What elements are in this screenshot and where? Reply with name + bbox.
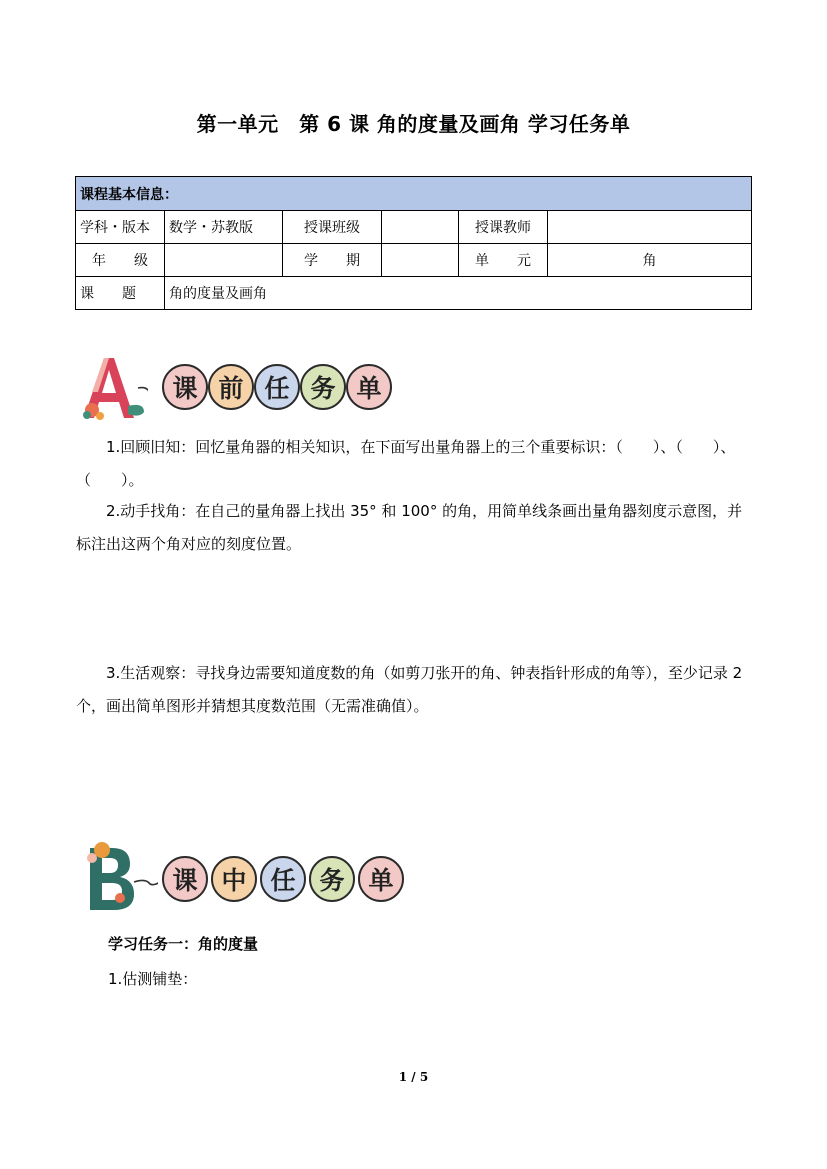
table-cell: 年 级 [76,244,165,277]
table-cell: 角 [548,244,752,277]
banner-char-circle: 务 [300,364,346,410]
table-cell: 角的度量及画角 [165,277,752,310]
table-row [76,277,752,310]
page-number: 1 / 5 [398,1070,429,1084]
banner-char-circle: 单 [346,364,392,410]
banner-char-circle: 课 [162,364,208,410]
banner-char-circle: 单 [358,856,404,902]
pre-task-item-2: 2.动手找角：在自己的量角器上找出 35° 和 100° 的角，用简单线条画出量角器刻度示意图，并标注出这两个角对应的刻度位置。 [76,502,743,553]
banner-char-circle: 任 [254,364,300,410]
section-a-banner [78,352,408,422]
letter-a-logo [78,352,148,422]
pre-task-item-3: 3.生活观察：寻找身边需要知道度数的角（如剪刀张开的角、钟表指针形成的角等），至少记录 2 个，画出简单图形并猜想其度数范围（无需准确值）。 [76,664,743,715]
task-one-item-1: 1.估测铺垫： [108,970,198,988]
page-title: 第一单元 第 6 课 角的度量及画角 学习任务单 [196,112,631,136]
banner-char-circle: 中 [211,856,257,902]
pre-task-item-1: 1.回顾旧知：回忆量角器的相关知识，在下面写出量角器上的三个重要标识：（ ）、（ ）、（ ）。 [76,438,736,489]
letter-b-logo [78,838,158,916]
table-header: 课程基本信息： [76,177,752,211]
banner-char-circle: 任 [260,856,306,902]
table-cell [382,244,459,277]
section-b-banner [78,838,408,916]
banner-char-circle: 务 [309,856,355,902]
table-cell: 课 题 [76,277,165,310]
banner-char-circle: 前 [208,364,254,410]
table-cell: 学科・版本 [76,211,165,244]
table-cell: 授课班级 [283,211,382,244]
table-cell [382,211,459,244]
table-row [76,211,752,244]
table-cell: 授课教师 [459,211,548,244]
table-row [76,244,752,277]
table-cell [165,244,283,277]
course-info-table [75,176,752,310]
table-cell [548,211,752,244]
banner-char-circle: 课 [162,856,208,902]
task-one-title: 学习任务一：角的度量 [108,935,259,953]
table-cell: 学 期 [283,244,382,277]
table-cell: 单 元 [459,244,548,277]
table-cell: 数学・苏教版 [165,211,283,244]
